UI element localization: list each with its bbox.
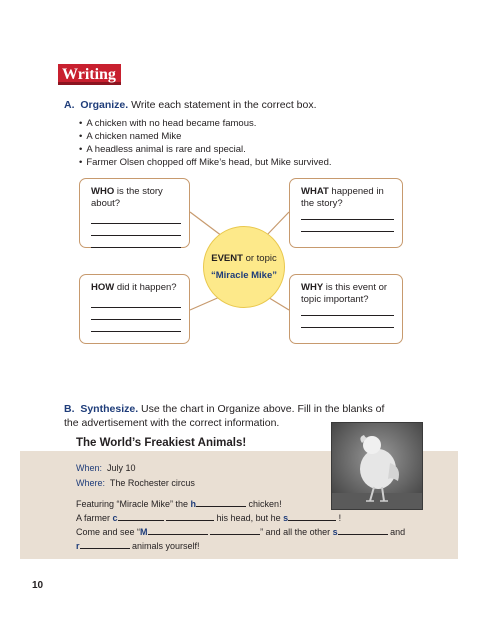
- section-a-instruction: Write each statement in the correct box.: [131, 99, 317, 111]
- fill-blank[interactable]: [118, 512, 164, 521]
- blank-hint-letter: r: [76, 541, 80, 551]
- blank-hint-letter: s: [332, 527, 338, 537]
- ad-line-1: Featuring “Miracle Mike” the h chicken!: [76, 499, 282, 509]
- chicken-illustration: [332, 423, 423, 510]
- statement-item: • A chicken with no head became famous.: [79, 117, 332, 130]
- fill-blank[interactable]: [148, 526, 208, 535]
- section-b-title: Synthesize.: [80, 403, 139, 415]
- fill-blank[interactable]: [166, 512, 214, 521]
- fill-blank[interactable]: [288, 512, 336, 521]
- answer-line[interactable]: [91, 235, 181, 236]
- answer-line[interactable]: [91, 307, 181, 308]
- fill-blank[interactable]: [196, 498, 246, 507]
- what-box[interactable]: [289, 178, 403, 248]
- ad-line-2: A farmer c his head, but he s !: [76, 513, 342, 523]
- connector-who: [190, 212, 222, 236]
- when-value: July 10: [107, 463, 136, 473]
- answer-line[interactable]: [91, 319, 181, 320]
- event-topic-circle: [203, 226, 285, 308]
- blank-hint-letter: M: [140, 527, 148, 537]
- headless-chicken-photo: [331, 422, 423, 510]
- where-value: The Rochester circus: [109, 478, 195, 488]
- page-number: 10: [32, 580, 44, 591]
- section-b-instruction: Use the chart in Organize above. Fill in the blanks of the advertisement with the correct information.: [64, 403, 385, 429]
- fill-blank[interactable]: [80, 540, 130, 549]
- section-b-letter: B.: [64, 403, 75, 415]
- statement-item: • A chicken named Mike: [79, 130, 332, 143]
- section-a-title: Organize.: [80, 99, 129, 111]
- ad-where: [76, 477, 195, 489]
- answer-line[interactable]: [301, 219, 394, 220]
- answer-line[interactable]: [301, 231, 394, 232]
- event-topic-name: “Miracle Mike”: [211, 270, 277, 281]
- where-label: Where:: [76, 478, 106, 488]
- why-prompt: WHY is this event or topic important?: [301, 282, 388, 305]
- answer-line[interactable]: [301, 327, 394, 328]
- why-box[interactable]: [289, 274, 403, 344]
- ad-line-3: Come and see “M ” and all the other s and: [76, 527, 406, 537]
- statement-item: • Farmer Olsen chopped off Mike’s head, but Mike survived.: [79, 156, 332, 169]
- answer-line[interactable]: [91, 331, 181, 332]
- what-prompt: WHAT happened in the story?: [301, 186, 384, 209]
- ad-line-4: r animals yourself!: [76, 541, 200, 551]
- blank-hint-letter: s: [283, 513, 289, 523]
- fill-blank[interactable]: [338, 526, 388, 535]
- advertisement-title: The World’s Freakiest Animals!: [76, 437, 247, 449]
- answer-line[interactable]: [301, 315, 394, 316]
- statement-item: • A headless animal is rare and special.: [79, 143, 332, 156]
- who-prompt: WHO is the story about?: [91, 186, 163, 209]
- how-box[interactable]: [79, 274, 190, 344]
- connector-what: [266, 212, 289, 236]
- answer-line[interactable]: [91, 223, 181, 224]
- blank-hint-letter: h: [190, 499, 197, 509]
- section-a-letter: A.: [64, 99, 75, 111]
- how-prompt: HOW did it happen?: [91, 282, 177, 293]
- event-label: EVENT or topic: [211, 253, 277, 264]
- fill-blank[interactable]: [210, 526, 260, 535]
- answer-line[interactable]: [91, 247, 181, 248]
- when-label: When:: [76, 463, 103, 473]
- ad-when: [76, 462, 136, 474]
- who-box[interactable]: [79, 178, 190, 248]
- blank-hint-letter: c: [112, 513, 118, 523]
- section-tag-writing: Writing: [58, 64, 121, 85]
